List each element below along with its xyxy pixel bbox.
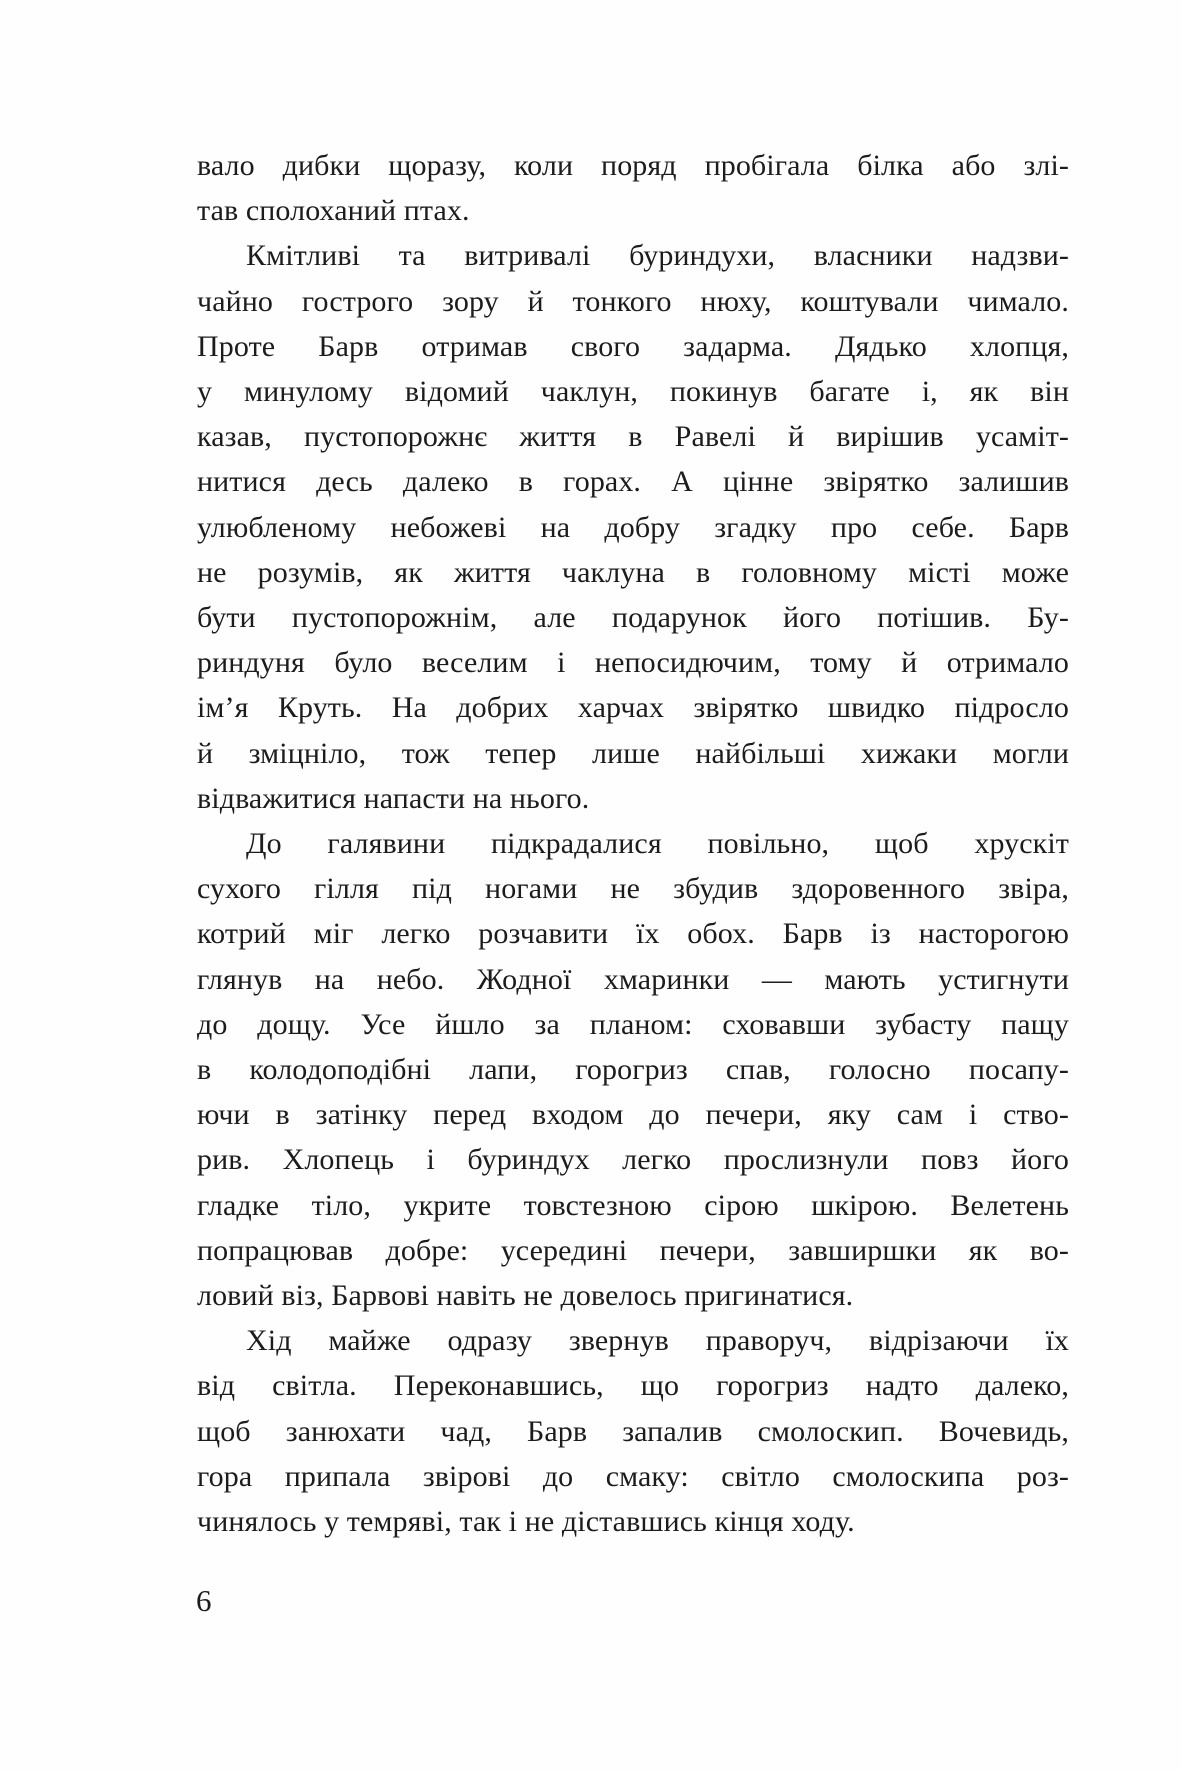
text-line: бути пустопорожнім, але подарунок його потішив. Бу- [197, 601, 1069, 635]
page-number: 6 [196, 1583, 212, 1618]
text-line: сухого гілля під ногами не збудив здоровенного звіра, [197, 872, 1069, 906]
text-line: ім’я Круть. На добрих харчах звірятко швидко підросло [197, 691, 1069, 725]
text-line: не розумів, як життя чаклуна в головному місті може [197, 555, 1069, 589]
paragraph-2 [197, 233, 1069, 821]
text-line: Кмітливі та витривалі буриндухи, власники надзви- [246, 239, 1069, 273]
text-line: й зміцніло, тож тепер лише найбільші хижаки могли [197, 736, 1069, 770]
text-line: глянув на небо. Жодної хмаринки — мають устигнути [197, 962, 1069, 996]
text-line: улюбленому небожеві на добру згадку про себе. Барв [197, 510, 1069, 544]
text-line: чинялось у темряві, так і не діставшись кінця ходу. [197, 1505, 855, 1539]
text-line: гладке тіло, укрите товстезною сірою шкірою. Велетень [197, 1188, 1069, 1222]
text-line: відважитися напасти на нього. [197, 781, 590, 815]
text-line: Хід майже одразу звернув праворуч, відрізаючи їх [246, 1324, 1069, 1358]
text-line: у минулому відомий чаклун, покинув багате і, як він [197, 375, 1069, 409]
text-line: риндуня було веселим і непосидючим, тому й отримало [197, 646, 1069, 680]
text-line: щоб занюхати чад, Барв запалив смолоскип. Вочевидь, [197, 1414, 1069, 1448]
text-line: від світла. Переконавшись, що горогриз надто далеко, [197, 1369, 1069, 1403]
page-text [197, 143, 1069, 1544]
text-line: попрацював добре: усередині печери, завширшки як во- [197, 1233, 1069, 1267]
text-line: До галявини підкрадалися повільно, щоб хрускіт [246, 827, 1069, 861]
text-line: ловий віз, Барвові навіть не довелось пригинатися. [197, 1279, 854, 1313]
text-line: гора припала звірові до смаку: світло смолоскипа роз- [197, 1459, 1069, 1493]
text-line: до дощу. Усе йшло за планом: сховавши зубасту пащу [197, 1007, 1069, 1041]
paragraph-1 [197, 143, 1069, 233]
text-line: котрий міг легко розчавити їх обох. Барв із насторогою [197, 917, 1069, 951]
paragraph-3 [197, 821, 1069, 1318]
text-line: вало дибки щоразу, коли поряд пробігала білка або злі- [197, 149, 1069, 182]
text-line: Проте Барв отримав свого задарма. Дядько хлопця, [197, 329, 1069, 363]
text-line: казав, пустопорожнє життя в Равелі й вирішив усаміт- [197, 420, 1069, 454]
text-line: в колодоподібні лапи, горогриз спав, голосно посапу- [197, 1053, 1069, 1087]
text-line: тав сполоханий птах. [197, 194, 470, 228]
text-line: чайно гострого зору й тонкого нюху, коштували чимало. [197, 284, 1069, 318]
text-line: ючи в затінку перед входом до печери, яку сам і ство- [197, 1098, 1069, 1132]
paragraph-4 [197, 1318, 1069, 1544]
text-line: рив. Хлопець і буриндух легко прослизнули повз його [197, 1143, 1069, 1177]
text-line: нитися десь далеко в горах. А цінне звірятко залишив [197, 465, 1069, 499]
